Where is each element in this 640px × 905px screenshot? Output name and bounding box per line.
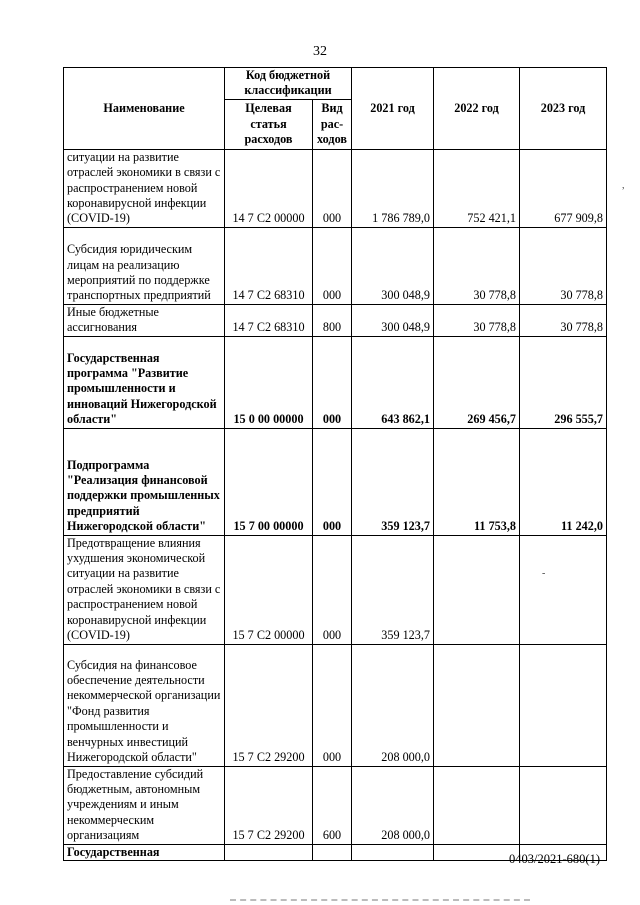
scan-mark: - (542, 568, 546, 579)
row-name: Субсидия юридическим лицам на реализацию мероприятий по поддержке транспортных предприятий (64, 227, 225, 304)
column-header-2022: 2022 год (434, 68, 520, 150)
row-name: Государственная программа "Развитие промышленности и инноваций Нижегородской области" (64, 336, 225, 428)
row-code: 14 7 C2 68310 (225, 304, 313, 336)
row-2021: 359 123,7 (352, 535, 434, 644)
row-2022: 30 778,8 (434, 227, 520, 304)
table-row (64, 535, 607, 644)
row-name: Государственная (64, 844, 225, 860)
row-code: 15 0 00 00000 (225, 336, 313, 428)
column-header-2023: 2023 год (520, 68, 607, 150)
row-name: Предоставление субсидий бюджетным, автономным учреждениям и иным некоммерческим организациям (64, 766, 225, 844)
row-2023 (520, 644, 607, 766)
row-2022: 269 456,7 (434, 336, 520, 428)
row-type: 000 (313, 227, 352, 304)
row-type: 000 (313, 149, 352, 227)
row-2023: 11 242,0 (520, 428, 607, 535)
row-code: 14 7 C2 00000 (225, 149, 313, 227)
row-2023 (520, 535, 607, 644)
row-2023: 30 778,8 (520, 304, 607, 336)
row-type: 800 (313, 304, 352, 336)
row-2023 (520, 766, 607, 844)
document-registration-number: 0403/2021-680(1) (509, 852, 600, 866)
row-name: Подпрограмма "Реализация финансовой поддержки промышленных предприятий Нижегородской области" (64, 428, 225, 535)
row-code: 15 7 00 00000 (225, 428, 313, 535)
row-code: 15 7 C2 29200 (225, 644, 313, 766)
row-2021: 208 000,0 (352, 644, 434, 766)
row-2021: 359 123,7 (352, 428, 434, 535)
row-2023: 30 778,8 (520, 227, 607, 304)
column-header-budget-code: Код бюджетной классификации (225, 68, 352, 100)
row-type: 600 (313, 766, 352, 844)
row-2021 (352, 844, 434, 860)
row-code: 15 7 C2 00000 (225, 535, 313, 644)
column-header-2021: 2021 год (352, 68, 434, 150)
table-row (64, 766, 607, 844)
table-row (64, 304, 607, 336)
row-code (225, 844, 313, 860)
table-row (64, 428, 607, 535)
row-type (313, 844, 352, 860)
row-2022 (434, 766, 520, 844)
row-name: ситуации на развитие отраслей экономики в связи с распространением новой коронавирусной инфекции (COVID-19) (64, 149, 225, 227)
row-type: 000 (313, 644, 352, 766)
row-2021: 208 000,0 (352, 766, 434, 844)
row-2022: 30 778,8 (434, 304, 520, 336)
budget-table (63, 67, 607, 861)
row-name: Предотвращение влияния ухудшения экономической ситуации на развитие отраслей экономики в связи с распространением новой коронавирусной инфекции (COVID-19) (64, 535, 225, 644)
table-row (64, 227, 607, 304)
column-header-target-article: Целевая статья расходов (225, 99, 313, 149)
row-2021: 1 786 789,0 (352, 149, 434, 227)
row-type: 000 (313, 428, 352, 535)
row-name: Иные бюджетные ассигнования (64, 304, 225, 336)
row-code: 15 7 C2 29200 (225, 766, 313, 844)
row-2023: 677 909,8 (520, 149, 607, 227)
row-2022 (434, 535, 520, 644)
table-row (64, 644, 607, 766)
row-type: 000 (313, 336, 352, 428)
column-header-expense-type: Вид рас-ходов (313, 99, 352, 149)
scan-artifact-line (230, 899, 530, 901)
row-2021: 300 048,9 (352, 304, 434, 336)
row-type: 000 (313, 535, 352, 644)
table-row (64, 149, 607, 227)
row-code: 14 7 C2 68310 (225, 227, 313, 304)
scan-mark: , (622, 180, 625, 191)
row-name: Субсидия на финансовое обеспечение деятельности некоммерческой организации "Фонд развития промышленности и венчурных инвестиций Нижегородской области" (64, 644, 225, 766)
page-number: 32 (313, 44, 327, 59)
row-2022: 752 421,1 (434, 149, 520, 227)
row-2022 (434, 844, 520, 860)
column-header-name: Наименование (64, 68, 225, 150)
row-2021: 643 862,1 (352, 336, 434, 428)
table-row (64, 336, 607, 428)
row-2022: 11 753,8 (434, 428, 520, 535)
row-2022 (434, 644, 520, 766)
row-2021: 300 048,9 (352, 227, 434, 304)
row-2023: 296 555,7 (520, 336, 607, 428)
